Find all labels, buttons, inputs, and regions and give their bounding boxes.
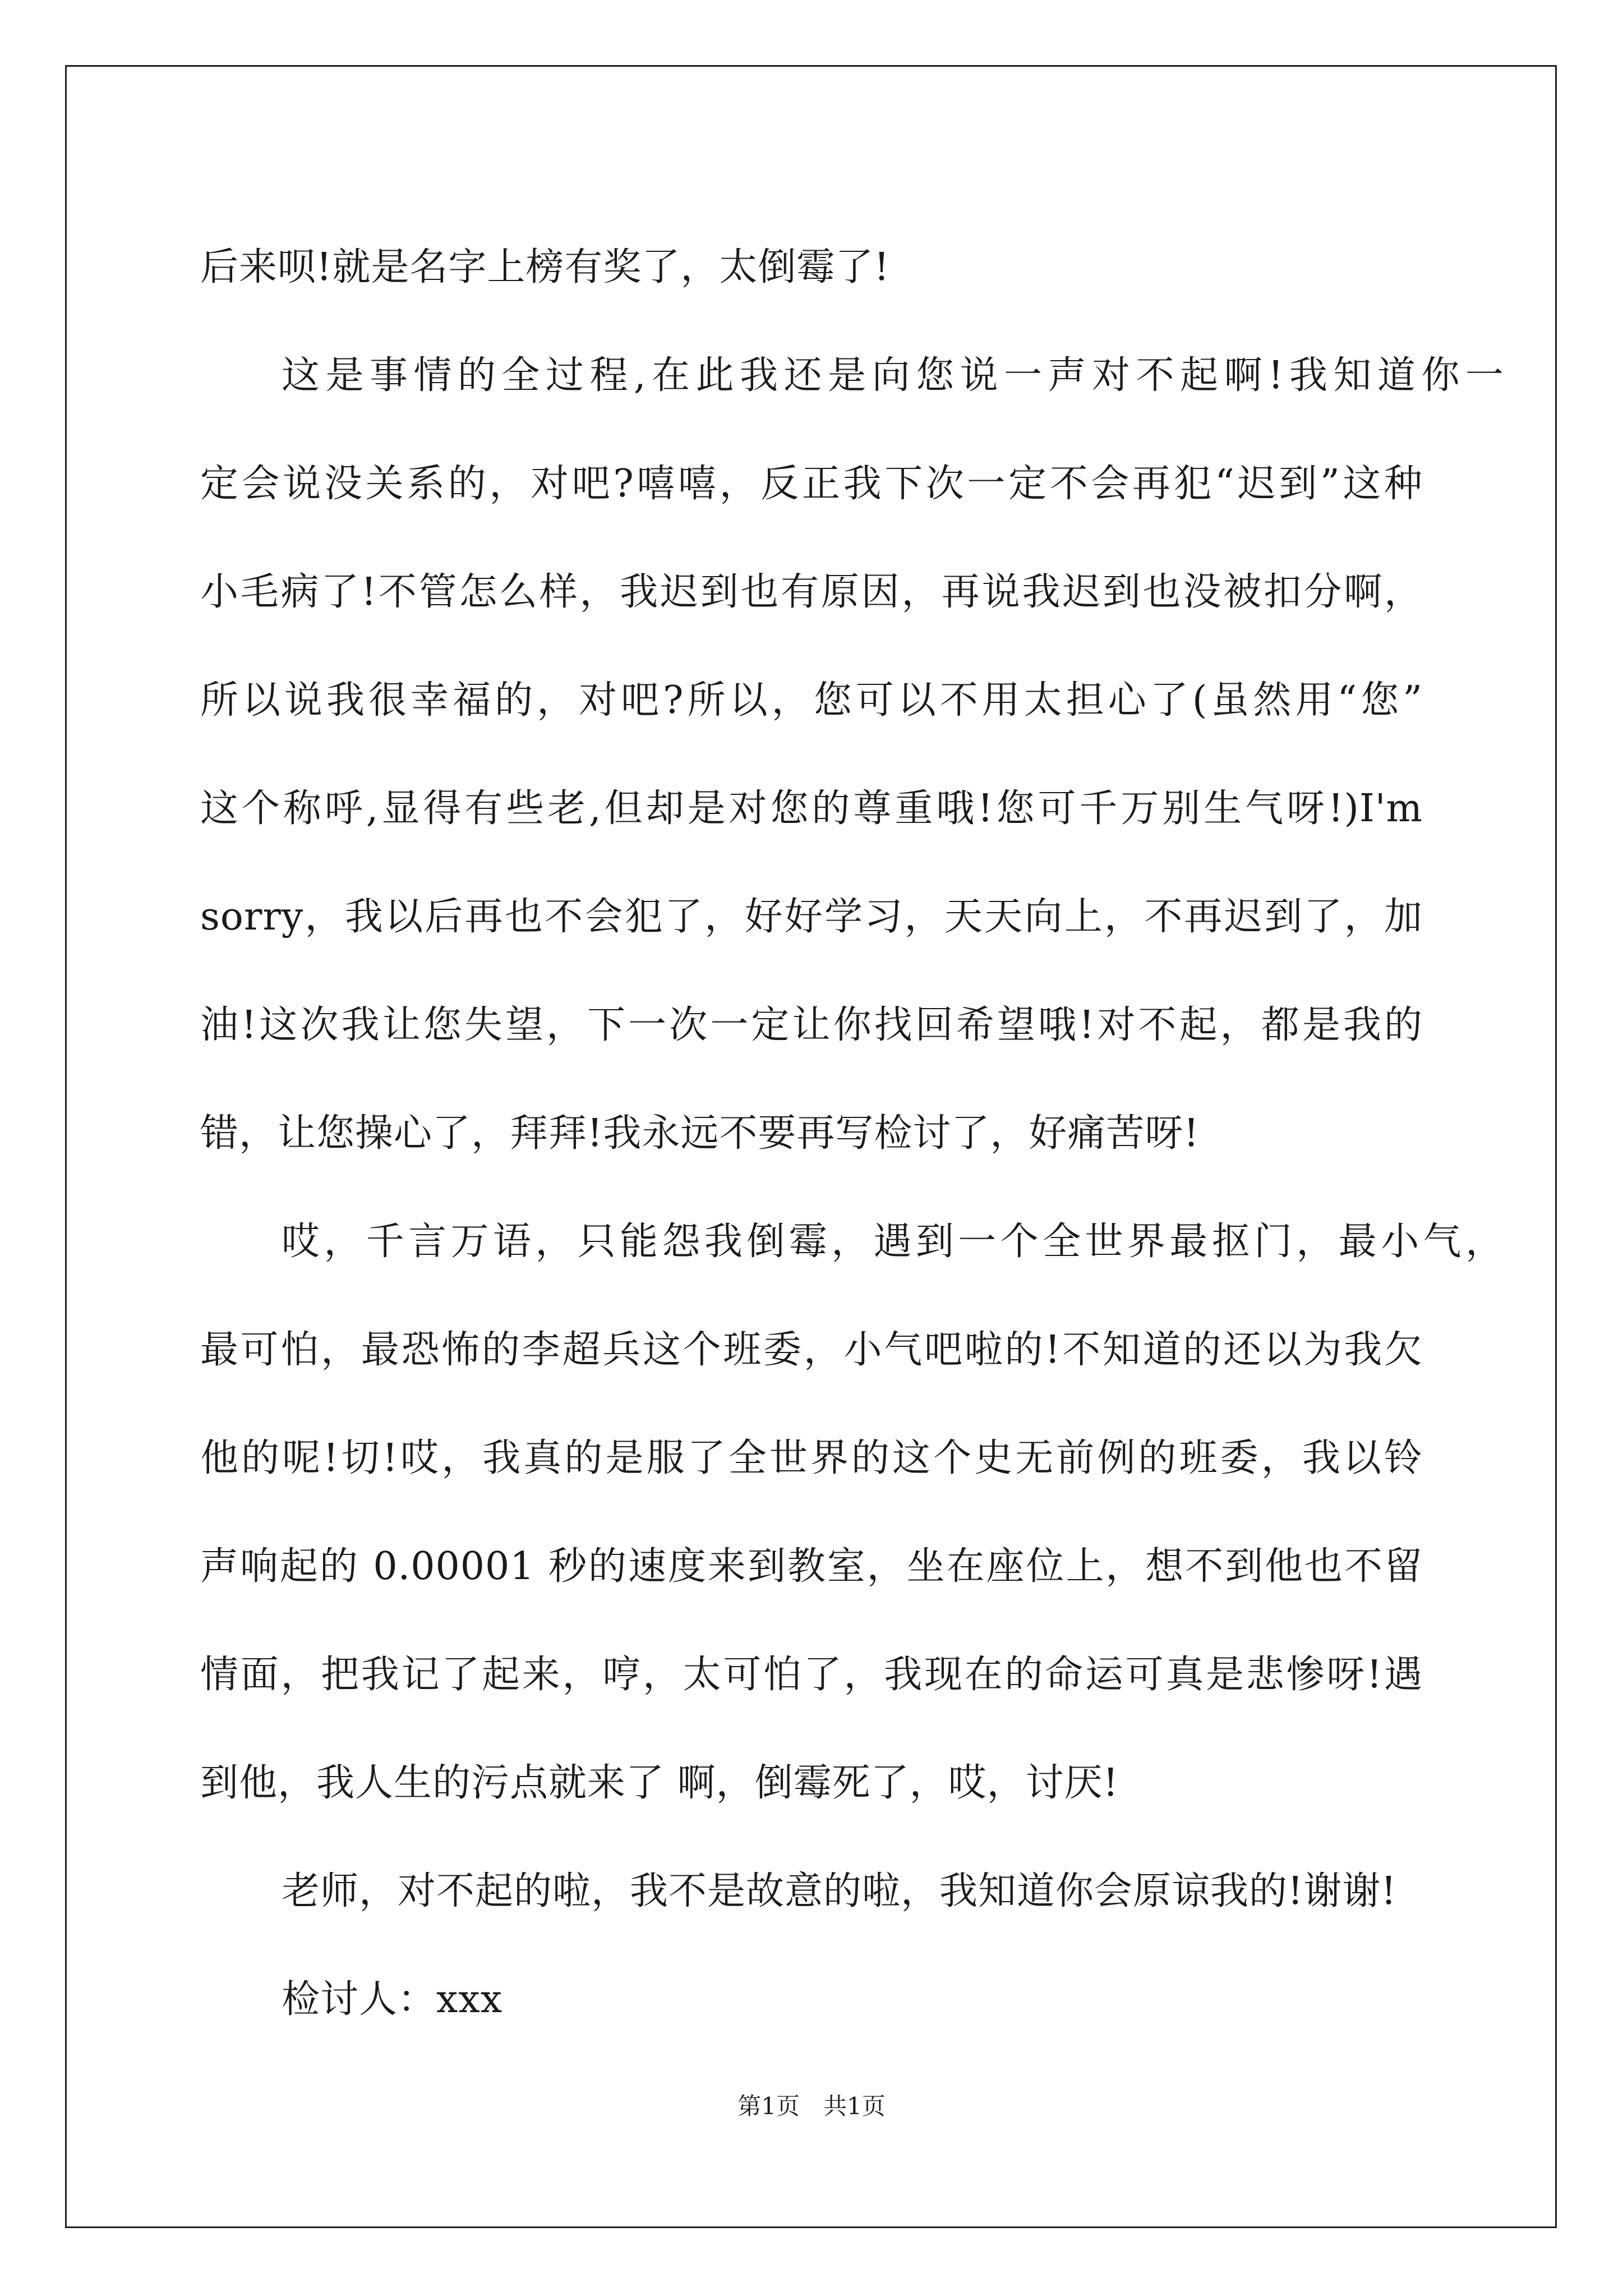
text-line: 到他，我人生的污点就来了 啊，倒霉死了，哎，讨厌! [200,1761,1119,1805]
text-line: 哎，千言万语，只能怨我倒霉，遇到一个全世界最抠门，最小气， [282,1220,1504,1264]
document-body [200,213,1504,2054]
text-line: 声响起的 0.00001 秒的速度来到教室，坐在座位上，想不到他也不留 [200,1544,1423,1589]
text-line: 错，让您操心了，拜拜!我永远不要再写检讨了，好痛苦呀! [200,1111,1200,1156]
text-line: 老师，对不起的啦，我不是故意的啦，我知道你会原谅我的!谢谢! [282,1869,1397,1913]
text-line: 后来呗!就是名字上榜有奖了，太倒霉了! [200,245,890,289]
text-line: 小毛病了!不管怎么样，我迟到也有原因，再说我迟到也没被扣分啊， [200,570,1423,614]
text-line: 所以说我很幸福的，对吧?所以，您可以不用太担心了(虽然用“您” [200,678,1423,723]
page-number: 第1页 共1页 [737,2092,886,2120]
text-line: 他的呢!切!哎，我真的是服了全世界的这个史无前例的班委，我以铃 [200,1436,1423,1480]
text-line: 油!这次我让您失望，下一次一定让你找回希望哦!对不起，都是我的 [200,1003,1423,1047]
text-line: 情面，把我记了起来，哼，太可怕了，我现在的命运可真是悲惨呀!遇 [200,1653,1423,1697]
text-line: 定会说没关系的，对吧?嘻嘻，反正我下次一定不会再犯“迟到”这种 [200,462,1423,506]
text-line: sorry，我以后再也不会犯了，好好学习，天天向上，不再迟到了，加 [200,895,1423,939]
text-line: 这是事情的全过程,在此我还是向您说一声对不起啊!我知道你一 [282,353,1504,398]
text-line: 这个称呼,显得有些老,但却是对您的尊重哦!您可千万别生气呀!)I'm [200,786,1423,831]
signature-line: 检讨人：xxx [282,1977,503,2022]
text-line: 最可怕，最恐怖的李超兵这个班委，小气吧啦的!不知道的还以为我欠 [200,1328,1423,1372]
